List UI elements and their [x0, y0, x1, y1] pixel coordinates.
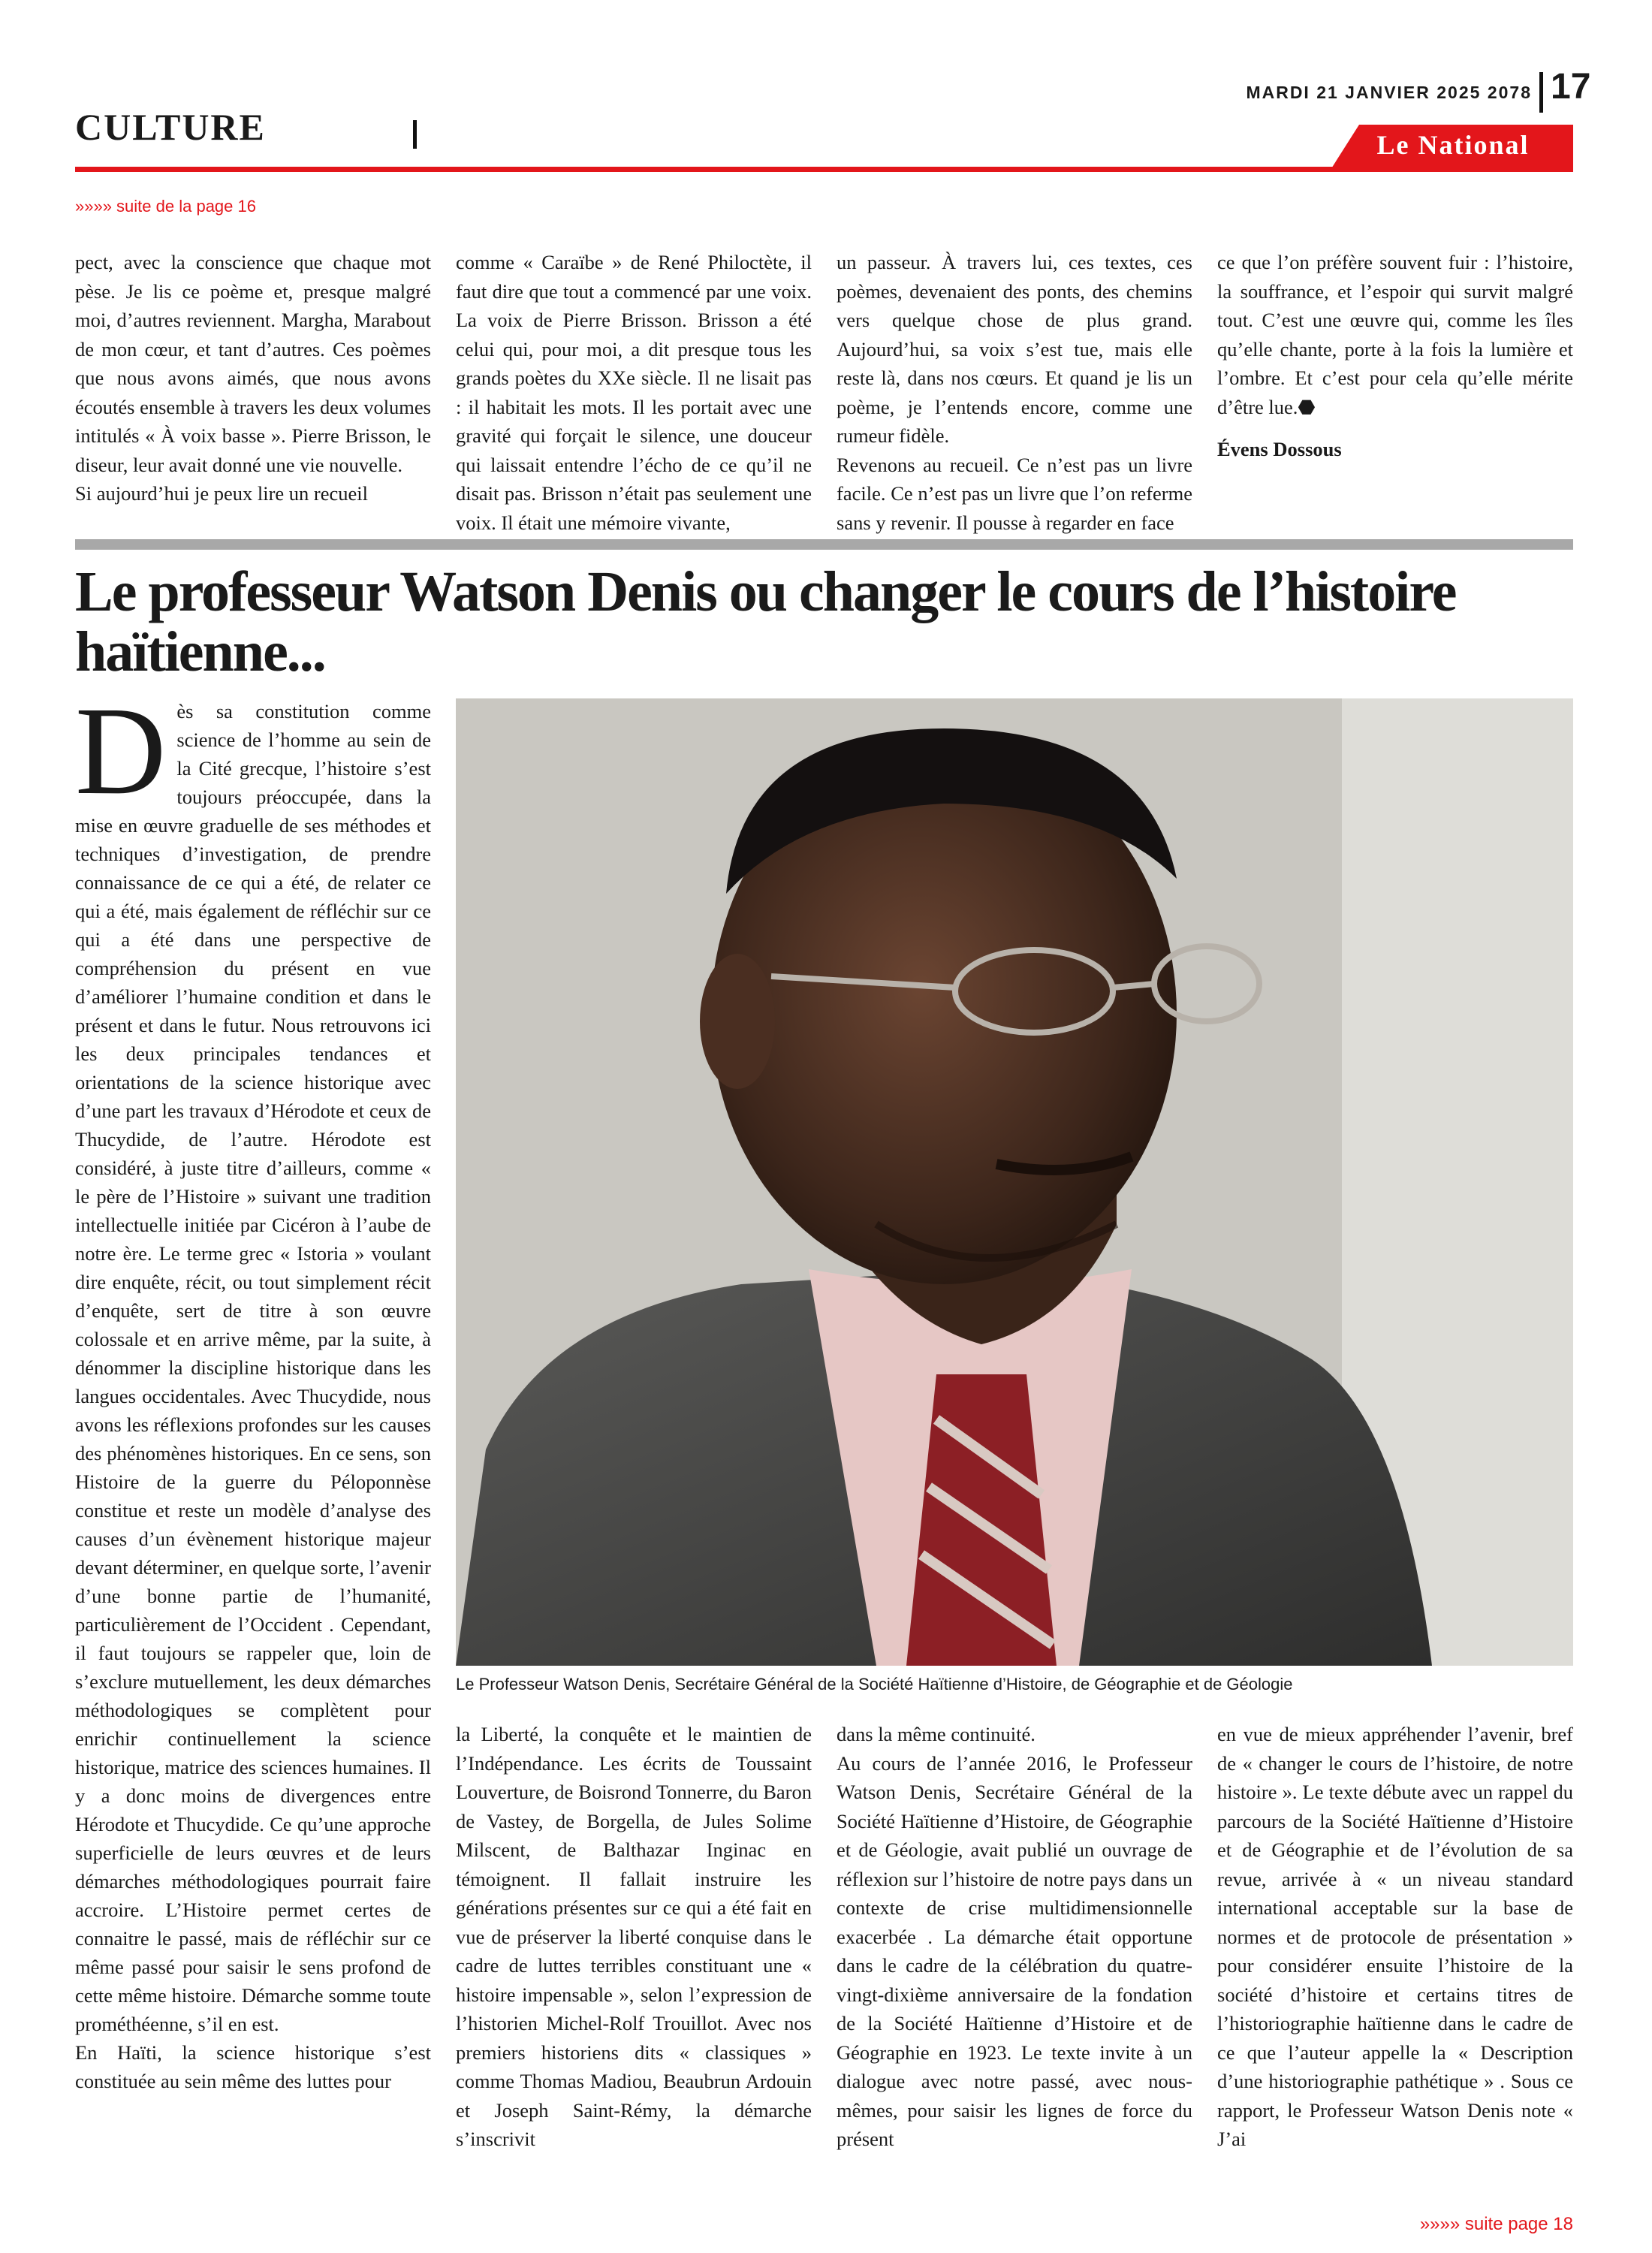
section-label: CULTURE: [75, 106, 266, 148]
section-divider: [413, 120, 417, 149]
lead-text: ès sa constitution comme science de l’homme au sein de la Cité grecque, l’histoire s’est toujours préoccupée, dans la mise en œuvre graduelle de ses méthodes et techniques d’investigation, de prendre connaissance de ce qui a été, de relater ce qui a été, mais également de réfléchir sur ce qui a été dans une perspective de compréhension du présent en vue d’améliorer l’humaine condition et dans le présent et dans le futur. Nous retrouvons ici les deux principales tendances et orientations de la science historique avec d’une part les travaux d’Hérodote et ceux de Thucydide, de l’autre. Hérodote est considéré, à juste titre d’ailleurs, comme « le père de l’Histoire » suivant une tradition intellectuelle initiée par Cicéron à l’aube de notre ère. Le terme grec « Istoria » voulant dire enquête, récit, ou tout simplement récit d’enquête, sert de titre à son œuvre colossale et en arrive même, par la suite, à dénommer la discipline historique dans les langues occidentales. Avec Thucydide, nous avons les réflexions profondes sur les causes des phénomènes historiques. En ce sens, son Histoire de la guerre du Péloponnèse constitue et reste un modèle d’analyse des causes d’un évènement historique majeur devant déterminer, en quelque sorte, l’avenir d’une bonne partie de l’humanité, particulièrement de l’Occident . Cependant, il faut toujours se rappeler que, loin de s’exclure mutuellement, les deux démarches méthodologiques se complètent pour enrichir continuellement la science historique, matrice des sciences humaines. Il y a donc moins de divergences entre Hérodote et Thucydide. Ce qu’une approche superficielle de leurs œuvres et de leurs démarches méthodologiques pourrait faire accroire. L’Histoire permet certes de connaitre le passé, mais de réfléchir sur ce même passé pour saisir le sens profond de cette même histoire. Démarche somme toute prométhéenne, s’il en est.: [75, 700, 431, 2035]
top-article-column-2: [456, 248, 812, 537]
top-article-column-4: [1217, 248, 1573, 464]
lead-paragraph: [75, 681, 431, 2038]
newspaper-logo: Le National: [1376, 130, 1530, 160]
paragraph: pect, avec la conscience que chaque mot pèse. Je lis ce poème et, presque malgré moi, d’autres reviennent. Margha, Marabout de mon cœur, et tant d’autres. Ces poèmes que nous avons aimés, que nous avons écoutés ensemble à travers les deux volumes intitulés « À voix basse ». Pierre Brisson, le diseur, leur avait donné une vie nouvelle.: [75, 251, 431, 476]
drop-cap: D: [75, 681, 167, 821]
paragraph: ce que l’on préfère souvent fuir : l’histoire, la souffrance, et l’espoir qui survit malgré tout. C’est une œuvre qui, comme les îles qu’elle chante, porte à la fois la lumière et l’ombre. Et c’est pour cela qu’elle mérite d’être lue.⬣: [1217, 251, 1573, 418]
top-article-column-3: [837, 248, 1192, 537]
top-article-column-1: [75, 248, 431, 508]
headline: Le professeur Watson Denis ou changer le cours de l’histoire haïtienne...: [75, 560, 1456, 683]
main-article-column-3: [837, 1720, 1192, 2154]
page-number: 17: [1551, 67, 1591, 107]
continued-from-link[interactable]: »»»» suite de la page 16: [75, 197, 256, 216]
paragraph: Revenons au recueil. Ce n’est pas un livre facile. Ce n’est pas un livre que l’on referme sans y revenir. Il pousse à regarder en face: [837, 453, 1192, 534]
paragraph: Au cours de l’année 2016, le Professeur Watson Denis, Secrétaire Général de la Société Haïtienne d’Histoire, de Géographie et de Géologie, avait publié un ouvrage de réflexion sur l’histoire de notre pays dans un contexte de crise multidimensionnelle exacerbée . La démarche était opportune dans le cadre de la célébration du quatre-vingt-dixième anniversaire de la fondation de la Société Haïtienne d’Histoire et de Géographie en 1923. Le texte invite à un dialogue avec notre passé, avec nous-mêmes, pour saisir les lignes de force du présent: [837, 1751, 1192, 2150]
paragraph: un passeur. À travers lui, ces textes, ces poèmes, devenaient des ponts, des chemins vers quelque chose de plus grand. Aujourd’hui, sa voix s’est tue, mais elle reste là, dans nos cœurs. Et quand je lis un poème, je l’entends encore, comme une rumeur fidèle.: [837, 251, 1192, 447]
article-divider: [75, 539, 1573, 550]
header-rule: [75, 167, 1573, 172]
main-article-column-2: [456, 1720, 812, 2154]
paragraph: la Liberté, la conquête et le maintien de l’Indépendance. Les écrits de Toussaint Louverture, de Boisrond Tonnerre, du Baron de Vastey, de Borgella, de Jules Solime Milscent, de Balthazar Inginac en témoignent. Il fallait instruire les générations présentes sur ce qui a été fait en vue de préserver la liberté conquise dans le cadre de luttes terribles constituant une « histoire impensable », selon l’expression de l’historien Michel-Rolf Trouillot. Avec nos premiers historiens dits « classiques » comme Thomas Madiou, Beaubrun Ardouin et Joseph Saint-Rémy, la démarche s’inscrivit: [456, 1723, 812, 2150]
paragraph: comme « Caraïbe » de René Philoctète, il faut dire que tout a commencé par une voix. La voix de Pierre Brisson. Brisson a été celui qui, pour moi, a dit presque tous les grands poètes du XXe siècle. Il ne lisait pas : il habitait les mots. Il les portait avec une gravité qui forçait le silence, une douceur qui laissait entendre l’écho de ce qu’il ne disait pas. Brisson n’était pas seulement une voix. Il était une mémoire vivante,: [456, 251, 812, 534]
portrait-photo: [456, 698, 1573, 1666]
author-signature: Évens Dossous: [1217, 438, 1342, 460]
paragraph: en vue de mieux appréhender l’avenir, bref de « changer le cours de l’histoire, de notre histoire ». Le texte débute avec un rappel du parcours de la Société Haïtienne d’Histoire et de Géographie et de l’évolution de sa revue, arrivée à « un niveau standard international acceptable sur la base de normes et de protocole de présentation » pour considérer ensuite l’histoire de la société d’histoire et certains titres de l’historiographie haïtienne dans le cadre de ce que l’auteur appelle la « Description d’une historiographie pathétique » . Sous ce rapport, le Professeur Watson Denis note « J’ai: [1217, 1723, 1573, 2150]
paragraph: Si aujourd’hui je peux lire un recueil: [75, 482, 369, 505]
main-article-column-1: [75, 681, 431, 2095]
paragraph: dans la même continuité.: [837, 1723, 1036, 1745]
header-divider: [1539, 72, 1543, 113]
paragraph: En Haïti, la science historique s’est constituée au sein même des luttes pour: [75, 2041, 431, 2092]
photo-caption: Le Professeur Watson Denis, Secrétaire Général de la Société Haïtienne d’Histoire, de Géographie et de Géologie: [456, 1675, 1293, 1694]
portrait-illustration: [456, 698, 1573, 1666]
main-article-column-4: [1217, 1720, 1573, 2154]
continued-to-link[interactable]: »»»» suite page 18: [1419, 2214, 1573, 2234]
issue-date: MARDI 21 JANVIER 2025 2078: [1246, 83, 1532, 102]
